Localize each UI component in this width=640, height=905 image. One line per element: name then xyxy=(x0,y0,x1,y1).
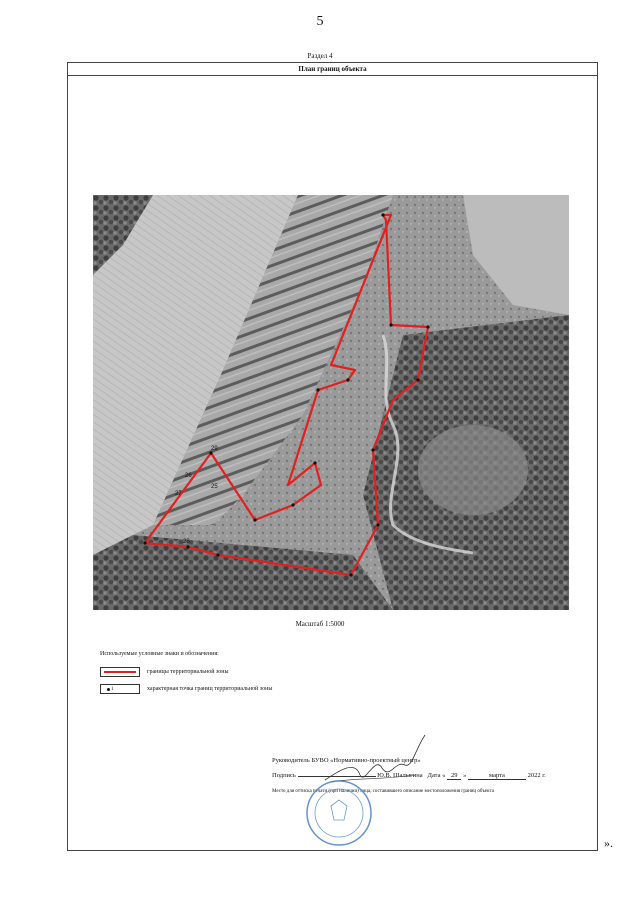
point-swatch: 1 xyxy=(100,684,140,694)
legend-item-point xyxy=(100,683,272,695)
legend-label: границы территориальной зоны xyxy=(147,669,229,675)
boundary-line-swatch xyxy=(100,667,140,677)
signature-row: Подпись Ю.В. Шалыгина Дата « 29 » марта 2022 г. xyxy=(272,772,546,779)
plan-title: План границ объекта xyxy=(68,63,597,76)
aerial-map xyxy=(93,195,569,610)
head-line: Руководитель БУВО «Нормативно-проектный центр» xyxy=(272,757,421,764)
sign-label: Подпись xyxy=(272,772,296,779)
point-label: 25 xyxy=(211,484,218,490)
date-year: 2022 г. xyxy=(527,772,546,779)
legend-title: Используемые условные знаки и обозначения: xyxy=(100,651,219,657)
point-label: 27 xyxy=(175,491,182,497)
point-label: 26 xyxy=(185,473,192,479)
legend-label: характерная точка границ территориальной зоны xyxy=(147,686,273,692)
page-number: 5 xyxy=(316,14,324,29)
map-svg xyxy=(93,195,569,610)
date-label: Дата « xyxy=(427,772,446,779)
stamp-note: Место для оттиска печати (при наличии) лица, составившего описание местоположения границ объекта xyxy=(272,789,494,794)
stamp-seal xyxy=(296,778,382,848)
point-label: 28 xyxy=(183,539,190,545)
date-month: марта xyxy=(468,772,526,780)
section-label: Раздел 4 xyxy=(307,52,333,60)
signer-name: Ю.В. Шалыгина xyxy=(377,772,423,779)
legend-item-boundary xyxy=(100,666,228,678)
closing-quote: ». xyxy=(604,836,613,850)
clearing xyxy=(418,425,528,515)
map-scale: Масштаб 1:5000 xyxy=(295,620,345,628)
point-label: 29 xyxy=(211,446,218,452)
date-day: 29 xyxy=(447,772,462,780)
